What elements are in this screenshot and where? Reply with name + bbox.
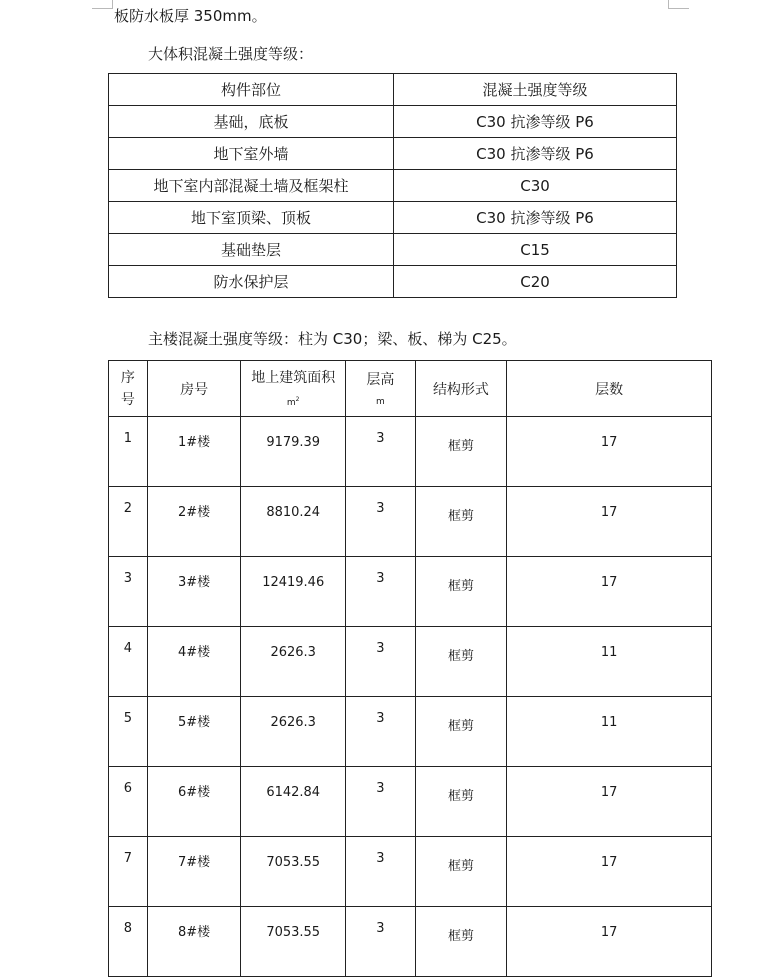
table-header-row	[109, 74, 677, 106]
table-row	[109, 767, 712, 837]
table-row	[109, 907, 712, 977]
table-row	[109, 266, 677, 298]
main-building-caption: 主楼混凝土强度等级：柱为 C30；梁、板、梯为 C25。	[148, 330, 517, 348]
component-cell: 地下室外墙	[109, 138, 394, 170]
floors-cell: 17	[507, 767, 712, 837]
grade-cell: C20	[394, 266, 677, 298]
seq-cell: 2	[109, 487, 148, 557]
header-seq-line2: 号	[120, 391, 135, 408]
structure-cell: 框剪	[415, 417, 506, 487]
table-row	[109, 138, 677, 170]
seq-cell: 3	[109, 557, 148, 627]
area-cell: 2626.3	[241, 697, 346, 767]
mass-concrete-caption: 大体积混凝土强度等级：	[148, 45, 314, 63]
header-height	[346, 361, 416, 417]
grade-cell: C30 抗渗等级 P6	[394, 138, 677, 170]
seq-cell: 6	[109, 767, 148, 837]
area-unit-m: m	[286, 398, 296, 408]
floors-cell: 17	[507, 907, 712, 977]
header-seq-line1: 序	[120, 369, 135, 386]
header-area-unit	[287, 393, 300, 410]
floors-cell: 17	[507, 487, 712, 557]
floors-cell: 17	[507, 557, 712, 627]
seq-cell: 5	[109, 697, 148, 767]
table-row	[109, 202, 677, 234]
structure-cell: 框剪	[415, 837, 506, 907]
header-room: 房号	[147, 361, 241, 417]
header-floors: 层数	[507, 361, 712, 417]
intro-line: 板防水板厚 350mm。	[114, 7, 267, 25]
seq-cell: 4	[109, 627, 148, 697]
room-cell: 2#楼	[147, 487, 241, 557]
height-cell: 3	[346, 837, 416, 907]
component-cell: 基础垫层	[109, 234, 394, 266]
structure-cell: 框剪	[415, 697, 506, 767]
height-cell: 3	[346, 767, 416, 837]
structure-cell: 框剪	[415, 767, 506, 837]
floors-cell: 11	[507, 627, 712, 697]
height-cell: 3	[346, 487, 416, 557]
grade-cell: C15	[394, 234, 677, 266]
grade-cell: C30 抗渗等级 P6	[394, 202, 677, 234]
seq-cell: 8	[109, 907, 148, 977]
header-height-unit: m	[375, 396, 385, 407]
room-cell: 5#楼	[147, 697, 241, 767]
height-cell: 3	[346, 627, 416, 697]
header-area	[241, 361, 346, 417]
table-header-row	[109, 361, 712, 417]
area-cell: 8810.24	[241, 487, 346, 557]
table-row	[109, 837, 712, 907]
mass-concrete-table	[108, 73, 677, 298]
area-cell: 9179.39	[241, 417, 346, 487]
table-row	[109, 487, 712, 557]
page-margin-mark-right	[668, 0, 689, 9]
area-cell: 7053.55	[241, 837, 346, 907]
header-structure: 结构形式	[415, 361, 506, 417]
component-cell: 地下室顶梁、顶板	[109, 202, 394, 234]
floors-cell: 17	[507, 837, 712, 907]
component-cell: 地下室内部混凝土墙及框架柱	[109, 170, 394, 202]
seq-cell: 1	[109, 417, 148, 487]
area-cell: 7053.55	[241, 907, 346, 977]
height-cell: 3	[346, 697, 416, 767]
grade-cell: C30	[394, 170, 677, 202]
structure-cell: 框剪	[415, 627, 506, 697]
table-row	[109, 417, 712, 487]
area-unit-sup: 2	[295, 396, 300, 403]
table-row	[109, 627, 712, 697]
grade-cell: C30 抗渗等级 P6	[394, 106, 677, 138]
room-cell: 6#楼	[147, 767, 241, 837]
room-cell: 3#楼	[147, 557, 241, 627]
room-cell: 1#楼	[147, 417, 241, 487]
component-cell: 基础，底板	[109, 106, 394, 138]
header-strength-grade: 混凝土强度等级	[394, 74, 677, 106]
table-row	[109, 106, 677, 138]
structure-cell: 框剪	[415, 557, 506, 627]
structure-cell: 框剪	[415, 487, 506, 557]
structure-cell: 框剪	[415, 907, 506, 977]
height-cell: 3	[346, 417, 416, 487]
table-row	[109, 170, 677, 202]
height-cell: 3	[346, 557, 416, 627]
room-cell: 7#楼	[147, 837, 241, 907]
floors-cell: 11	[507, 697, 712, 767]
room-cell: 4#楼	[147, 627, 241, 697]
header-component: 构件部位	[109, 74, 394, 106]
floors-cell: 17	[507, 417, 712, 487]
table-row	[109, 557, 712, 627]
area-cell: 6142.84	[241, 767, 346, 837]
height-cell: 3	[346, 907, 416, 977]
header-height-label: 层高	[366, 371, 395, 388]
header-seq	[109, 361, 148, 417]
page-margin-mark-left	[92, 0, 113, 9]
area-cell: 12419.46	[241, 557, 346, 627]
seq-cell: 7	[109, 837, 148, 907]
table-row	[109, 234, 677, 266]
main-building-table	[108, 360, 712, 977]
header-area-label: 地上建筑面积	[251, 370, 336, 386]
table-row	[109, 697, 712, 767]
room-cell: 8#楼	[147, 907, 241, 977]
area-cell: 2626.3	[241, 627, 346, 697]
component-cell: 防水保护层	[109, 266, 394, 298]
